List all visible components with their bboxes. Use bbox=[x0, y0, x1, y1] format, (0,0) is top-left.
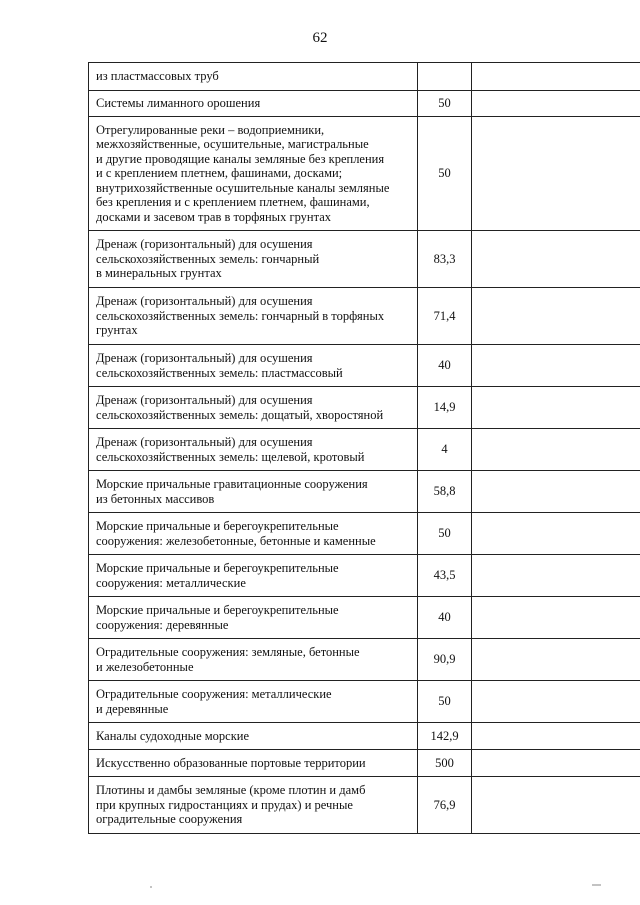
table-row bbox=[89, 639, 640, 681]
asset-name-cell bbox=[89, 681, 418, 723]
table-row bbox=[89, 231, 640, 288]
value-cell: 50 bbox=[418, 117, 472, 231]
depreciation-table bbox=[88, 62, 640, 834]
scan-artifact bbox=[150, 886, 152, 888]
table-row bbox=[89, 387, 640, 429]
asset-name-text: Дренаж (горизонтальный) для осушения сельскохозяйственных земель: щелевой, кротовый bbox=[96, 435, 365, 464]
empty-cell bbox=[472, 597, 640, 639]
asset-name-text: Каналы судоходные морские bbox=[96, 728, 250, 743]
empty-cell bbox=[472, 387, 640, 429]
asset-name-cell bbox=[89, 231, 418, 288]
scan-artifact bbox=[592, 884, 601, 886]
value-cell: 76,9 bbox=[418, 777, 472, 834]
asset-name-cell bbox=[89, 345, 418, 387]
table-row bbox=[89, 63, 640, 91]
value-cell: 14,9 bbox=[418, 387, 472, 429]
table-row bbox=[89, 345, 640, 387]
value-cell bbox=[418, 63, 472, 91]
empty-cell bbox=[472, 681, 640, 723]
table-row bbox=[89, 555, 640, 597]
asset-name-cell bbox=[89, 555, 418, 597]
asset-name-text: Дренаж (горизонтальный) для осушения сельскохозяйственных земель: гончарный в торфяных грунтах bbox=[96, 294, 385, 338]
empty-cell bbox=[472, 723, 640, 750]
asset-name-text: Системы лиманного орошения bbox=[96, 96, 261, 111]
asset-name-text: Морские причальные и берегоукрепительные сооружения: деревянные bbox=[96, 603, 339, 632]
page-number: 62 bbox=[312, 30, 328, 46]
empty-cell bbox=[472, 750, 640, 777]
table-body bbox=[89, 63, 640, 834]
empty-cell bbox=[472, 513, 640, 555]
asset-name-text: из пластмассовых труб bbox=[96, 69, 219, 84]
asset-name-cell bbox=[89, 777, 418, 834]
empty-cell bbox=[472, 288, 640, 345]
table-row bbox=[89, 513, 640, 555]
asset-name-text: Морские причальные гравитационные сооружения из бетонных массивов bbox=[96, 477, 368, 506]
empty-cell bbox=[472, 231, 640, 288]
empty-cell bbox=[472, 63, 640, 91]
value-cell: 83,3 bbox=[418, 231, 472, 288]
asset-name-text: Дренаж (горизонтальный) для осушения сельскохозяйственных земель: дощатый, хворостяной bbox=[96, 393, 384, 422]
value-cell: 50 bbox=[418, 681, 472, 723]
empty-cell bbox=[472, 555, 640, 597]
asset-name-cell bbox=[89, 288, 418, 345]
table-row bbox=[89, 750, 640, 777]
asset-name-text: Отрегулированные реки – водоприемники, межхозяйственные, осушительные, магистральные и другие проводящие каналы земляные без крепления и с креплением плетнем, фашинами, досками; внутрихозяйственные осушительные каналы земляные без крепления и с креплением плетнем, фашинами, досками и засевом трав в торфяных грунтах bbox=[96, 122, 390, 224]
asset-name-text: Дренаж (горизонтальный) для осушения сельскохозяйственных земель: пластмассовый bbox=[96, 351, 343, 380]
value-cell: 142,9 bbox=[418, 723, 472, 750]
value-cell: 500 bbox=[418, 750, 472, 777]
table-row bbox=[89, 91, 640, 117]
asset-name-cell bbox=[89, 471, 418, 513]
asset-name-cell bbox=[89, 429, 418, 471]
value-cell: 40 bbox=[418, 597, 472, 639]
empty-cell bbox=[472, 639, 640, 681]
asset-name-text: Морские причальные и берегоукрепительные сооружения: железобетонные, бетонные и каменные bbox=[96, 519, 376, 548]
asset-name-cell bbox=[89, 639, 418, 681]
table-row bbox=[89, 117, 640, 231]
empty-cell bbox=[472, 429, 640, 471]
asset-name-cell bbox=[89, 63, 418, 91]
table-row bbox=[89, 777, 640, 834]
value-cell: 4 bbox=[418, 429, 472, 471]
asset-name-text: Оградительные сооружения: земляные, бетонные и железобетонные bbox=[96, 645, 360, 674]
value-cell: 43,5 bbox=[418, 555, 472, 597]
table-row bbox=[89, 597, 640, 639]
empty-cell bbox=[472, 345, 640, 387]
value-cell: 90,9 bbox=[418, 639, 472, 681]
asset-name-cell bbox=[89, 723, 418, 750]
empty-cell bbox=[472, 471, 640, 513]
value-cell: 50 bbox=[418, 91, 472, 117]
asset-name-cell bbox=[89, 387, 418, 429]
asset-name-cell bbox=[89, 513, 418, 555]
table-row bbox=[89, 681, 640, 723]
asset-name-text: Дренаж (горизонтальный) для осушения сельскохозяйственных земель: гончарный в минеральных грунтах bbox=[96, 237, 320, 281]
table-row bbox=[89, 429, 640, 471]
asset-name-text: Плотины и дамбы земляные (кроме плотин и дамб при крупных гидростанциях и прудах) и речные оградительные сооружения bbox=[96, 783, 366, 827]
table-row bbox=[89, 288, 640, 345]
asset-name-cell bbox=[89, 750, 418, 777]
asset-name-text: Морские причальные и берегоукрепительные сооружения: металлические bbox=[96, 561, 339, 590]
asset-name-text: Оградительные сооружения: металлические и деревянные bbox=[96, 687, 332, 716]
value-cell: 71,4 bbox=[418, 288, 472, 345]
table-row bbox=[89, 723, 640, 750]
table-row bbox=[89, 471, 640, 513]
asset-name-cell bbox=[89, 597, 418, 639]
asset-name-text: Искусственно образованные портовые территории bbox=[96, 755, 366, 770]
value-cell: 50 bbox=[418, 513, 472, 555]
empty-cell bbox=[472, 117, 640, 231]
value-cell: 58,8 bbox=[418, 471, 472, 513]
asset-name-cell bbox=[89, 91, 418, 117]
empty-cell bbox=[472, 91, 640, 117]
asset-name-cell bbox=[89, 117, 418, 231]
value-cell: 40 bbox=[418, 345, 472, 387]
empty-cell bbox=[472, 777, 640, 834]
